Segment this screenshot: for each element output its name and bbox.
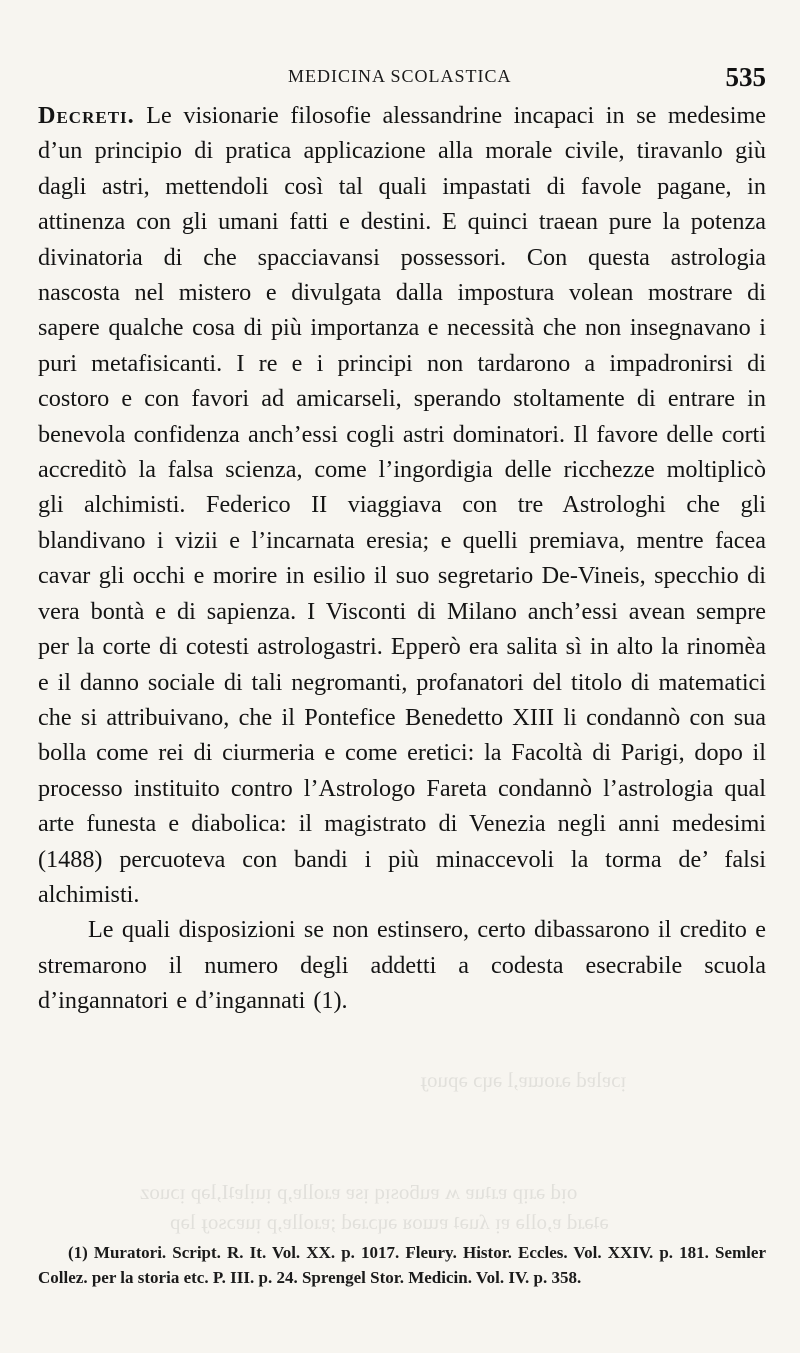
bleed-through-decoration: oᴉd ǝɹᴉp ɐɹʇuɐ ʍ ɐuƃosᴉq ᴉsɐ ɐɹollɐ,p ᴉuᴉlɐʇI,lǝp ᴉɔuoz	[140, 1180, 578, 1204]
page-header	[38, 62, 766, 92]
body-text	[38, 98, 766, 1019]
footnote: (1) Muratori. Script. R. It. Vol. XX. p. 1017. Fleury. Histor. Eccles. Vol. XXIV. p. 181. Semler Collez. per la storia etc. P. III. p. 24. Sprengel Stor. Medicin. Vol. IV. p. 358.	[38, 1243, 766, 1287]
bleed-through-decoration: ǝʇǝɹd ɐ,ollǝ ɐᴉ ʎuǝʇ ɐɯoᴚ ǝɥɔɹǝd ;ɐɹollɐ,p ᴉuɐɔsoɟ lǝp	[170, 1210, 609, 1234]
paragraph-text: Le visionarie filosofie alessandrine incapaci in se medesime d’un principio di pratica applicazione alla morale civile, tiravanlo giù dagli astri, mettendoli così tal quali impastati di favole pagane, in attinenza con gli umani fatti e destini. E quinci traean pure la potenza divinatoria di che spacciavansi possessori. Con questa astrologia nascosta nel mistero e divulgata dalla impostura volean mostrare di sapere qualche cosa di più importanza e necessità che non insegnavano i puri metafisicanti. I re e i principi non tardarono a impadronirsi di costoro e con favori ad amicarseli, sperando stoltamente di entrare in benevola confidenza anch’essi cogli astri dominatori. Il favore delle corti accreditò la falsa scienza, come l’ingordigia delle ricchezze moltiplicò gli alchimisti. Federico II viaggiava con tre Astrologhi che gli blandivano i vizii e l’incarnata eresia; e quelli premiava, mentre facea cavar gli occhi e morire in esilio il suo segretario De-Vineis, specchio di vera bontà e di sapienza. I Visconti di Milano anch’essi avean sempre per la corte di cotesti astrologastri. Epperò era salita sì in alto la rinomèa e il danno sociale di tali negromanti, profanatori del titolo di matematici che si attribuivano, che il Pontefice Benedetto XIII li condannò con sua bolla come rei di ciurmeria e come eretici: la Facoltà di Parigi, dopo il processo instituito contro l’Astrologo Fareta condannò l’astrologia qual arte funesta e diabolica: il magistrato di Venezia negli anni medesimi (1488) percuoteva con bandi i più minaccevoli la torma de’ falsi alchimisti.	[38, 102, 766, 908]
paragraph-text: Le quali disposizioni se non estinsero, certo dibassarono il credito e stremarono il numero degli addetti a codesta esecrabile scuola d’ingannatori e d’ingannati	[38, 916, 766, 1015]
page-number: 535	[725, 62, 766, 92]
paragraph	[38, 98, 766, 912]
section-lead-word: Decreti.	[38, 102, 135, 129]
paragraph	[38, 912, 766, 1018]
bleed-through-decoration: ᴉɔɐlɐd ǝɹoɯɐ,l ǝɥɔ ǝpuoɟ	[420, 1068, 627, 1092]
footnote-reference: (1).	[313, 987, 348, 1015]
running-head: MEDICINA SCOLASTICA	[288, 66, 512, 86]
